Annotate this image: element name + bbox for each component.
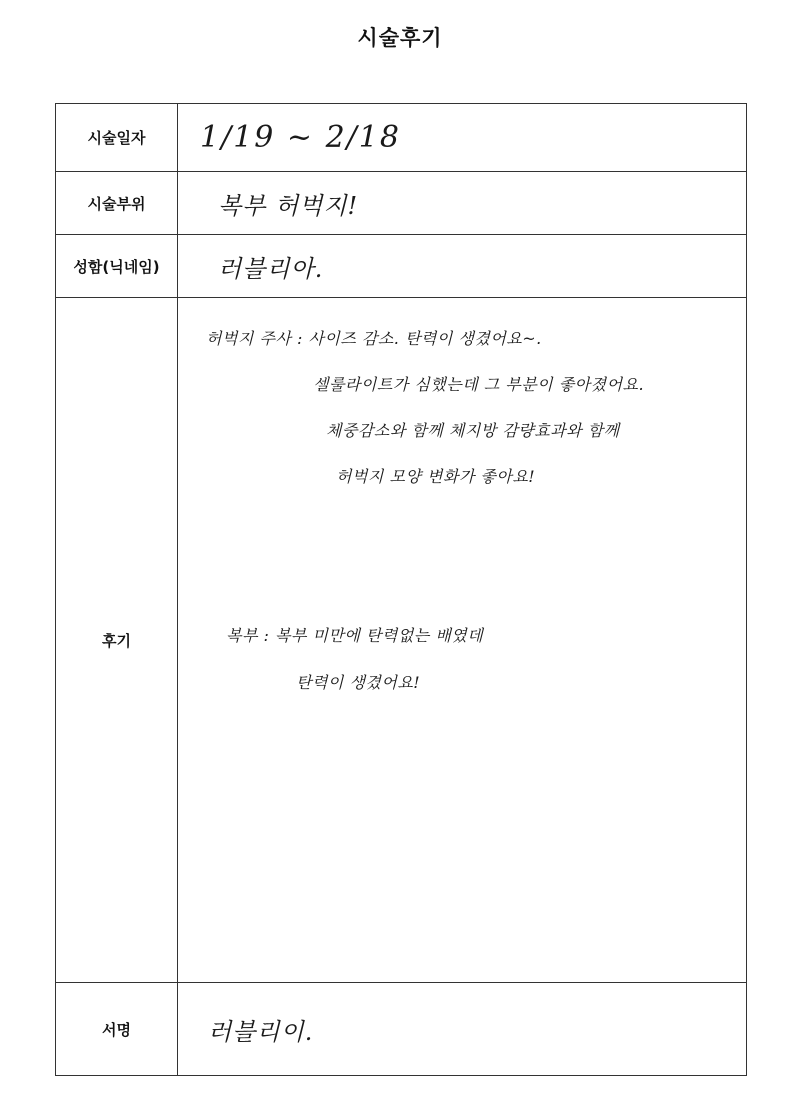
handwritten-signature: 러블리이. <box>208 1017 314 1046</box>
row-date <box>56 104 747 172</box>
review-line: 탄력이 생겼어요! <box>296 673 421 692</box>
review-line: 체중감소와 함께 체지방 감량효과와 함께 <box>326 421 620 440</box>
review-form-table <box>55 103 747 1076</box>
handwritten-area: 복부 허벅지! <box>218 191 359 220</box>
label-signature: 서명 <box>56 983 178 1076</box>
value-area <box>178 172 747 235</box>
review-line: 셀룰라이트가 심했는데 그 부분이 좋아졌어요. <box>313 375 645 394</box>
row-name <box>56 235 747 298</box>
label-date: 시술일자 <box>56 104 178 172</box>
review-text-block <box>178 298 746 982</box>
value-signature <box>178 983 747 1076</box>
row-review <box>56 298 747 983</box>
review-line: 복부 : 복부 미만에 탄력없는 배였데 <box>226 626 484 645</box>
label-area: 시술부위 <box>56 172 178 235</box>
row-signature <box>56 983 747 1076</box>
handwritten-name: 러블리아. <box>218 254 324 283</box>
document-title: 시술후기 <box>357 26 443 50</box>
label-name: 성함(닉네임) <box>56 235 178 298</box>
label-review: 후기 <box>56 298 178 983</box>
review-line: 허벅지 모양 변화가 좋아요! <box>336 467 536 486</box>
value-name <box>178 235 747 298</box>
value-date <box>178 104 747 172</box>
handwritten-date: 1/19 ~ 2/18 <box>200 120 401 155</box>
row-area <box>56 172 747 235</box>
review-line: 허벅지 주사 : 사이즈 감소. 탄력이 생겼어요~. <box>206 329 542 348</box>
value-review <box>178 298 747 983</box>
